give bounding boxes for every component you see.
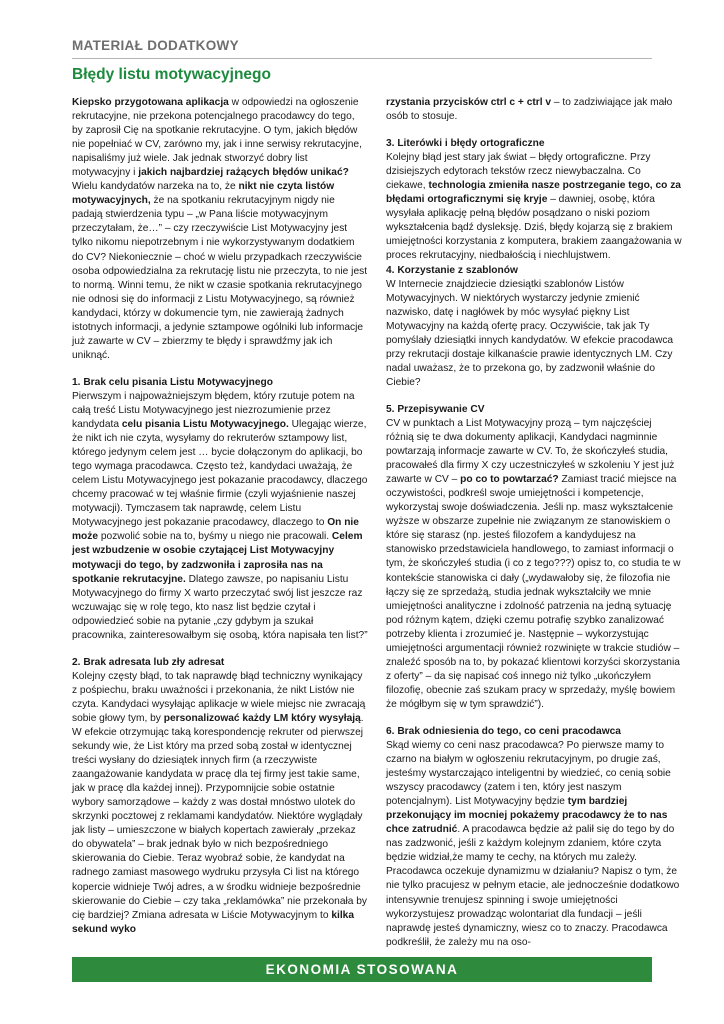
- text-run: W Internecie znajdziecie dziesiątki szablonów Listów Motywacyjnych. W niektórych wystarczy jedynie zmienić nazwisko, datę i nagłówek by móc wysyłać piękny List Motywacyjny na każdą ofertę pracy. Oczywiście, tak jak Ty pomyślały dziesiątki innych kandydatów. W efekcie pracodawca przy rekrutacji dostaje kilkanaście prawie identycznych LM. Czy nadal uważasz, że to przekona go, by zadzwonił właśnie do Ciebie?: [386, 278, 674, 388]
- text-run: pozwolić sobie na to, byśmy u niego nie pracowali.: [98, 531, 332, 543]
- section-2-heading: 2. Brak adresata lub zły adresat: [72, 656, 225, 668]
- bold-run: rzystania przycisków ctrl c + ctrl v: [386, 97, 552, 108]
- right-column: [386, 96, 682, 950]
- bold-run: Kiepsko przygotowana aplikacja: [72, 97, 229, 108]
- bold-run: po co to powtarzać?: [460, 474, 559, 486]
- section-6-heading: 6. Brak odniesienia do tego, co ceni pracodawca: [386, 725, 621, 737]
- text-run: w odpowiedzi na ogłoszenie rekrutacyjne, nie przekona potencjalnego pracodawcy do tego, by zaprosił Cię na spotkanie rekrutacyjne. O tym, jakich błędów nie popełniać w CV, zarówno my, jak i inne serwisy rekrutacyjne, napisaliśmy już wiele. Jak jednak stworzyć dobry list motywacyjny i: [72, 97, 362, 179]
- text-run: Kolejny błąd jest stary jak świat – błędy ortograficzne. Przy dzisiejszych edytorach tekstów rzecz niewybaczalna. Co ciekawe,: [386, 152, 651, 192]
- bold-run: tym bardziej przekonujący im mocniej pokażemy pracodawcy że to nas chce zatrudnić: [386, 796, 668, 836]
- section-5-heading: 5. Przepisywanie CV: [386, 403, 485, 415]
- section-label: MATERIAŁ DODATKOWY: [72, 38, 239, 53]
- text-run: że na spotkaniu rekrutacyjnym nigdy nie padają stwierdzenia typu – „w Pana liście motywacyjnym przeczytałam, że…” – czy rzeczywiście List Motywacyjny jest tylko nikomu niepotrzebnym i nie wykorzystywanym dodatkiem do CV? Niekoniecznie – choć w wielu przypadkach rzeczywiście osoba odpowiedzialna za rekrutację listu nie przeczyta, to nie jest to normą. Winni temu, że nikt w czasie spotkania rekrutacyjnego nie odnosi się do informacji z Listu Motywacyjnego, są również kandydaci, którzy w dokumencie tym, nie zawierają żadnych istotnych informacji, a jedynie sztampowe ogólniki lub informacje już zawarte w CV – zbierzmy te błędy i sprawdźmy jak ich uniknąć.: [72, 195, 368, 361]
- section-1-body: [72, 390, 368, 643]
- footer-bar: [72, 957, 652, 982]
- text-run: CV w punktach a List Motywacyjny prozą – tym najczęściej różnią się te dwa dokumenty aplikacji, Kandydaci nagminnie powtarzają informacje zawarte w CV. To, że skończyłeś studia, pracowałeś dla firmy X czy uczestniczyłeś w szkoleniu Y jest już zawarte w CV –: [386, 417, 675, 486]
- article-title: Błędy listu motywacyjnego: [72, 66, 271, 83]
- bold-run: Celem jest wzbudzenie w osobie czytającej List Motywacyjny motywacji do tego, by zadzwoniła i zaprosiła nas na spotkanie rekrutacyjne.: [72, 531, 363, 585]
- text-run: – to zadziwiające jak mało osób to stosuje.: [386, 97, 673, 123]
- text-run: . W efekcie otrzymując taką korespondencję rekruter od pierwszej sekundy wie, że List który ma przed sobą został w identycznej treści wysłany do dziesiątek innych firm (a rzeczywiste zaangażowanie kandydata w pracę dla tej firmy jest takie same, jak w pracę dla każdej innej). Przypomnijcie sobie ostatnie wybory samorządowe – każdy z was dostał mnóstwo ulotek do skrzynki pocztowej z reklamami kandydatów. Niektóre wyglądały jak listy – umieszczone w białych kopertach zawierały „przekaz do obywatela” – brak jednak było w nich bezpośredniego skierowania do Ciebie. Teraz wyobraź sobie, że kandydat na radnego zamiast masowego wydruku przysyła Ci list na którego kopercie widnieje Twój adres, a w środku widnieje bezpośrednie skierowanie do Ciebie – czy taka „reklamówka” nie przekonała by cię bardziej? Zmiana adresata w Liście Motywacyjnym to: [72, 712, 368, 921]
- text-run: Wielu kandydatów narzeka na to, że: [72, 181, 239, 193]
- text-run: – dawniej, osobę, która wysyłała aplikację pełną błędów posądzano o niski poziom wykształcenia bądź dysleksję. Dziś, błędy kojarzą się z brakiem umiejętności korzystania z komputera, brakiem zaangażowania w proces rekrutacyjny, niedbałością i niechlujstwem.: [386, 194, 682, 262]
- text-run: Kolejny częsty błąd, to tak naprawdę błąd techniczny wynikający z pośpiechu, braku uważności i przekonania, że nikt Listów nie czyta. Kandydaci wysyłając aplikacje w wiele miejsc nie zwracają sobie głowy tym, by: [72, 670, 366, 724]
- bold-run: kilka sekund wyko: [72, 909, 354, 935]
- section-3-body: [386, 151, 682, 263]
- text-run: . A pracodawca będzie aż palił się do tego by do nas zadzwonić, jeśli z każdym kolejnym zdaniem, które czyta będzie widział,że mamy te cechy, na których mu zależy. Pracodawca oczekuje dynamizmu w działaniu? Napisz o tym, że nie tylko pracujesz w pełnym etacie, ale jednocześnie dodatkowo intensywnie trenujesz spinning i swoje umiejętności wykorzystujesz prowadząc wolontariat dla fundacji – jeśli naprawdę jesteś dynamiczny, wiesz co to znaczy. Pracodawca podkreślił, że zależy mu na oso-: [386, 824, 680, 948]
- text-run: Pierwszym i najpoważniejszym błędem, który rzutuje potem na całą treść Listu Motywacyjnego jest niezrozumienie przez kandydata: [72, 390, 355, 431]
- bold-run: On nie może: [72, 517, 359, 543]
- section-4-body: [386, 278, 682, 390]
- text-run: Dlatego zawsze, po napisaniu Listu Motywacyjnego do firmy X warto przeczytać swój list jeszcze raz wczuwając się w rolę tego, kto nasz list będzie czytał i odpowiedzieć sobie na pytanie „czy gdybym ja szukał pracownika, zainteresowałbym się osobą, która napisała ten list?”: [72, 573, 368, 641]
- section-2-continued: [386, 96, 682, 124]
- text-run: Skąd wiemy co ceni nasz pracodawca? Po pierwsze mamy to czarno na białym w ogłoszeniu rekrutacyjnym, po drugie zaś, jesteśmy wystarczająco inteligentni by wiedzieć, co cenią sobie wszyscy pracodawcy (zatem i ten, który jest naszym potencjalnym). List Motywacyjny będzie: [386, 740, 671, 808]
- text-run: Ulegając wierze, że nikt ich nie czyta, wysyłamy do rekruterów sztampowy list, którego jedynym celem jest … bycie dołączonym do aplikacji, bo tego wymaga pracodawca. Często też, kandydaci uważają, że celem Listu Motywacyjnego jest pokazanie pracodawcy, dlaczego chcemy pracować w tej właśnie firmie (czyli wyjaśnienie naszej motywacji). Tymczasem tak naprawdę, celem Listu Motywacyjnego jest pokazanie pracodawcy, dlaczego to: [72, 419, 368, 529]
- intro-paragraph: [72, 96, 368, 363]
- header-divider: [72, 58, 652, 59]
- section-5-body: [386, 417, 682, 712]
- footer-label: EKONOMIA STOSOWANA: [265, 962, 459, 977]
- bold-run: celu pisania Listu Motywacyjnego.: [121, 419, 289, 431]
- text-run: Zamiast tracić miejsce na oczywistości, podkreśl swoje umiejętności i kompetencje, wykorzystaj swoje doświadczenia. Jeśli np. masz wykształcenie wyższe w obszarze zupełnie nie związanym ze stanowiskiem o które się starasz (np. jesteś filozofem a kandydujesz na stanowisko przedstawiciela handlowego, to zamiast informacji o tym, że skończyłeś studia (i co z tego???) opisz to, co studia te w kontekście stanowiska ci dały („wydawałoby się, że filozofia nie łączy się ze sprzedażą, studia jednak wykształciły we mnie umiejętności analityczne i zdolność patrzenia na jedną sytuację pod różnym kątem, dzięki czemu potrafię szybko zanalizować potrzeby klienta i zrozumieć je. Następnie – wykorzystując umiejętności argumentacji również rozwinięte w trakcie studiów – znaleźć sposób na to, by pokazać klientowi korzyści skorzystania z oferty” – da się napisać coś innego niż tylko „ukończyłem filozofię, obecnie zaś szukam pracy w sprzedaży, myślę bowiem że mógłbym się w tym sprawdzić”).: [386, 474, 681, 710]
- section-1-heading: 1. Brak celu pisania Listu Motywacyjnego: [72, 376, 273, 388]
- bold-run: nikt nie czyta listów motywacyjnych,: [72, 181, 335, 207]
- bold-run: technologia zmieniła nasze postrzeganie tego, co za błędami ortograficznymi się kryje: [386, 180, 681, 206]
- section-6-body: [386, 739, 682, 950]
- section-3-heading: 3. Literówki i błędy ortograficzne: [386, 138, 545, 150]
- bold-run: jakich najbardziej rażących błędów unikać?: [138, 167, 349, 179]
- section-2-body: [72, 670, 368, 937]
- section-4-heading: 4. Korzystanie z szablonów: [386, 264, 518, 276]
- bold-run: personalizować każdy LM który wysyłają: [163, 712, 361, 724]
- left-column: [72, 96, 368, 937]
